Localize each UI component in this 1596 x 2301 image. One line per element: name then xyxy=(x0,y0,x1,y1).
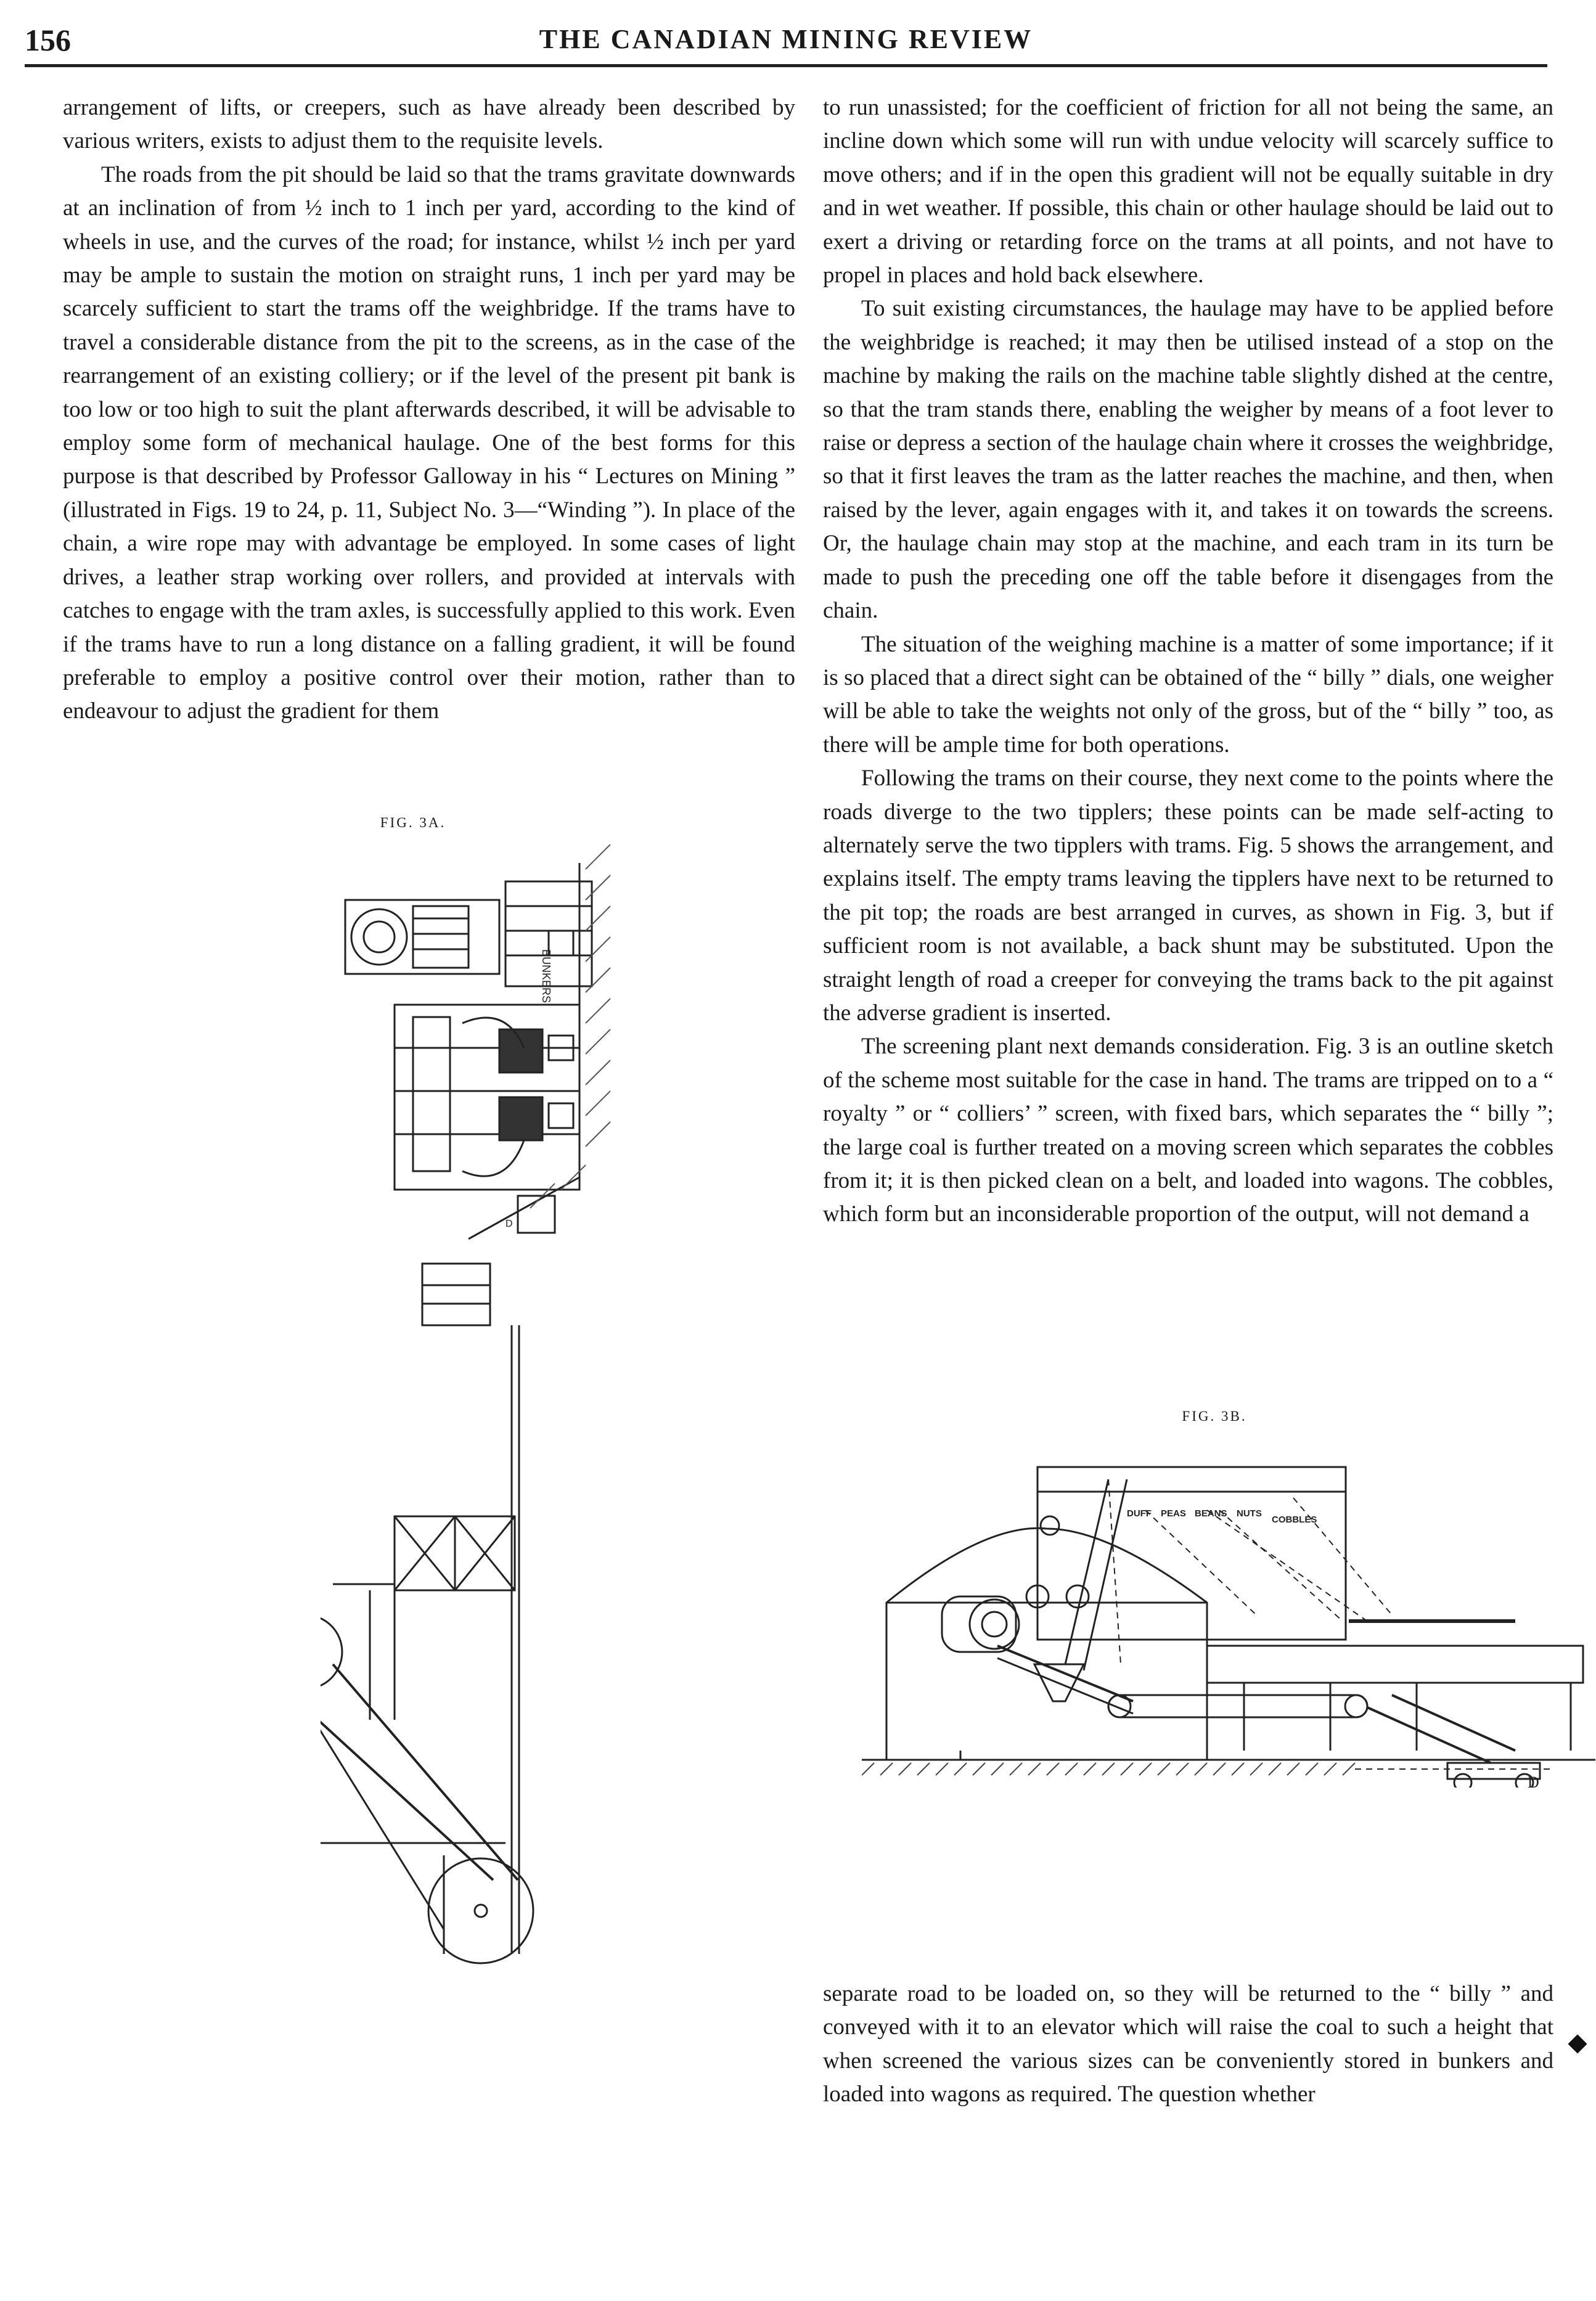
left-column xyxy=(63,91,795,729)
bunker-label-peas: PEAS xyxy=(1161,1508,1186,1519)
journal-title: THE CANADIAN MINING REVIEW xyxy=(539,24,1033,54)
bunker-label-beans: BEANS xyxy=(1195,1508,1227,1519)
bunker-label-duff: DUFF xyxy=(1127,1508,1152,1519)
figure-3a-bunkers-label: BUNKERS xyxy=(540,949,552,1003)
right-column-top xyxy=(823,91,1553,1232)
screen-house xyxy=(395,1005,579,1190)
figure-3a-caption: FIG. 3A. xyxy=(380,815,446,830)
bunker-building xyxy=(1037,1467,1346,1640)
roof-vent xyxy=(1041,1516,1059,1535)
figure-3a-drawing xyxy=(321,844,764,1966)
paragraph: to run unassisted; for the coefficient of friction for all not being the same, an incline down which some will run with undue velocity will scarcely suffice to move others; and if in the open this gradient will not be equally suitable in dry and in wet weather. If possible, this chain or other haulage should be laid out to exert a driving or retarding force on the trams at all points, and not have to propel in places and hold back elsewhere. xyxy=(823,95,1553,288)
paragraph: The screening plant next demands consideration. Fig. 3 is an outline sketch of the scheme most suitable for the case in hand. The trams are tripped on to a “ royalty ” or “ colliers’ ” screen, with fixed bars, which separates the “ billy ”; the large coal is further treated on a moving screen which separates the cobbles from it; it is then picked clean on a belt, and loaded into wagons. The cobbles, which form but an inconsiderable proportion of the output, will not demand a xyxy=(823,1034,1553,1227)
paragraph: To suit existing circumstances, the haulage may have to be applied before the weighbridge is reached; it may then be utilised instead of a stop on the machine by making the rails on the machine table slightly dished at the centre, so that the tram stands there, enabling the weigher by means of a foot lever to raise or depress a section of the haulage chain where it crosses the weighbridge, so that it first leaves the tram as the latter reaches the machine, and then, when raised by the lever, again engages with it, and takes it on towards the screens. Or, the haulage chain may stop at the machine, and each tram in its turn be made to push the preceding one off the table before it disengages from the chain. xyxy=(823,296,1553,624)
margin-diamond-icon xyxy=(1568,2034,1587,2053)
paragraph: arrangement of lifts, or creepers, such as have already been described by various writers, exists to adjust them to the requisite levels. xyxy=(63,95,795,154)
deck xyxy=(1207,1646,1583,1683)
picking-belt xyxy=(1108,1695,1367,1717)
bunker-label-nuts: NUTS xyxy=(1237,1508,1262,1519)
paragraph: separate road to be loaded on, so they will be returned to the “ billy ” and conveyed with it to an elevator which will raise the coal to such a height that when screened the various sizes can be conveniently stored in bunkers and loaded into wagons as required. The question whether xyxy=(823,1981,1553,2107)
weighbridge-house xyxy=(422,1264,490,1325)
page-number: 156 xyxy=(25,23,71,57)
figure-3b-drawing xyxy=(862,1442,1595,1788)
right-column-bottom xyxy=(823,1977,1553,2112)
bunker-label-cobbles: COBBLES xyxy=(1272,1514,1317,1525)
wagon xyxy=(1447,1763,1540,1779)
figure-3b-marker: D xyxy=(1528,1773,1539,1788)
figure-3b-caption: FIG. 3B. xyxy=(1182,1408,1247,1424)
paragraph: Following the trams on their course, they next come to the points where the roads diverge to the two tipplers; these points can be made self-acting to alternately serve the two tipplers with trams. Fig. 5 shows the arrangement, and explains itself. The empty trams leaving the tipplers have next to be returned to the pit top; the roads are best arranged in curves, as shown in Fig. 3, but if sufficient room is not available, a back shunt may be substituted. Upon the straight length of road a creeper for conveying the trams back to the pit against the adverse gradient is inserted. xyxy=(823,766,1553,1026)
page-header xyxy=(25,18,1547,62)
paragraph: The situation of the weighing machine is a matter of some importance; if it is so placed that a direct sight can be obtained of the “ billy ” dials, one weigher will be able to take the weights not only of the gross, but of the “ billy ” too, as there will be ample time for both operations. xyxy=(823,631,1553,758)
tippler-wheel xyxy=(351,909,407,965)
elevator-head-wheel xyxy=(321,1615,342,1689)
header-rule xyxy=(25,64,1547,67)
paragraph: The roads from the pit should be laid so that the trams gravitate downwards at an inclination of from ½ inch to 1 inch per yard, according to the kind of wheels in use, and the curves of the road; for instance, whilst ½ inch per yard may be ample to sustain the motion on straight runs, 1 inch per yard may be scarcely sufficient to start the trams off the weighbridge. If the trams have to travel a considerable distance from the pit to the screens, as in the case of the rearrangement of an existing colliery; or if the level of the present pit bank is too low or too high to suit the plant afterwards described, it will be advisable to employ some form of mechanical haulage. One of the best forms for this purpose is that described by Professor Galloway in his “ Lectures on Mining ” (illustrated in Figs. 19 to 24, p. 11, Subject No. 3—“Winding ”). In place of the chain, a wire rope may with advantage be employed. In some cases of light drives, a leather strap working over rollers, and provided at intervals with catches to engage with the tram axles, is successfully applied to this work. Even if the trams have to run a long distance on a falling gradient, it will be found preferable to employ a positive control over their motion, rather than to endeavour to adjust the gradient for them xyxy=(63,161,795,724)
figure-3a-side-label: D xyxy=(505,1219,513,1229)
